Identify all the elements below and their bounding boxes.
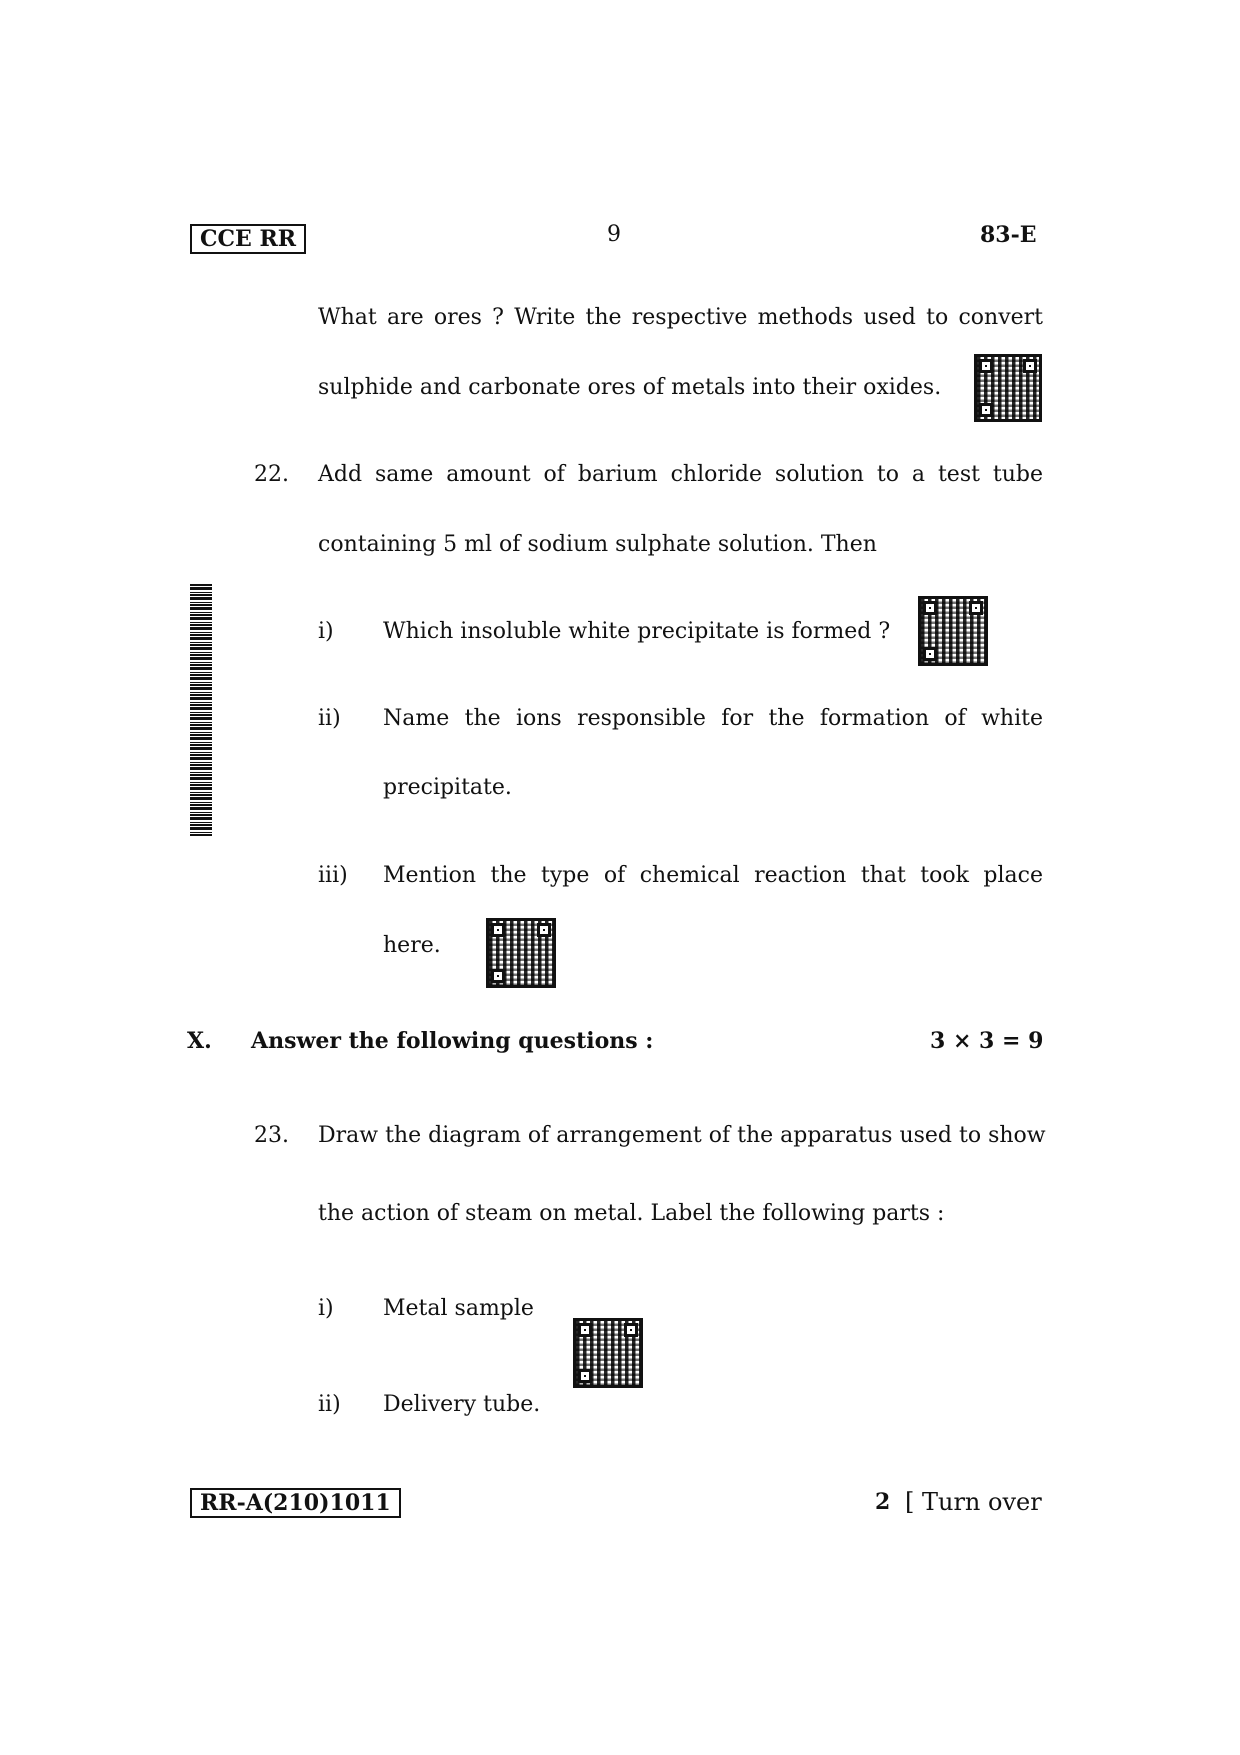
q21-line-1: What are ores ? Write the respective methods used to convert	[318, 305, 1043, 330]
part-label: iii)	[318, 863, 348, 888]
section-title: Answer the following questions :	[251, 1028, 654, 1054]
q23-part-i-text: Metal sample	[383, 1296, 534, 1321]
qr-code-icon	[486, 918, 556, 988]
qr-code-icon	[573, 1318, 643, 1388]
q22-part-ii-line-1: Name the ions responsible for the formation of white	[383, 706, 1043, 731]
q22-part-iii-line-1: Mention the type of chemical reaction that took place	[383, 863, 1043, 888]
footer-page-number: 2	[875, 1489, 891, 1515]
q22-line-2: containing 5 ml of sodium sulphate solution. Then	[318, 532, 877, 557]
q22-part-iii-line-2: here.	[383, 933, 441, 958]
turn-over-text: [ Turn over	[905, 1488, 1042, 1516]
section-marks: 3 × 3 = 9	[930, 1028, 1044, 1054]
q23-line-2: the action of steam on metal. Label the following parts :	[318, 1201, 945, 1226]
q22-part-i-text: Which insoluble white precipitate is formed ?	[383, 619, 891, 644]
q21-line-2: sulphide and carbonate ores of metals into their oxides.	[318, 375, 942, 400]
q23-part-ii-text: Delivery tube.	[383, 1392, 541, 1417]
paper-code-box: CCE RR	[190, 224, 306, 254]
part-label: i)	[318, 1296, 334, 1321]
question-number: 22.	[254, 462, 289, 487]
q22-part-ii-line-2: precipitate.	[383, 775, 512, 800]
part-label: ii)	[318, 706, 341, 731]
question-number: 23.	[254, 1123, 289, 1148]
subject-code: 83-E	[980, 222, 1037, 248]
qr-code-icon	[918, 596, 988, 666]
footer-code-box: RR-A(210)1011	[190, 1488, 401, 1518]
part-label: i)	[318, 619, 334, 644]
barcode-icon	[190, 584, 212, 836]
part-label: ii)	[318, 1392, 341, 1417]
q22-line-1: Add same amount of barium chloride solution to a test tube	[318, 462, 1043, 487]
page-number: 9	[607, 222, 621, 247]
qr-code-icon	[974, 354, 1042, 422]
q23-line-1: Draw the diagram of arrangement of the apparatus used to show	[318, 1123, 1046, 1148]
section-label: X.	[187, 1028, 212, 1054]
